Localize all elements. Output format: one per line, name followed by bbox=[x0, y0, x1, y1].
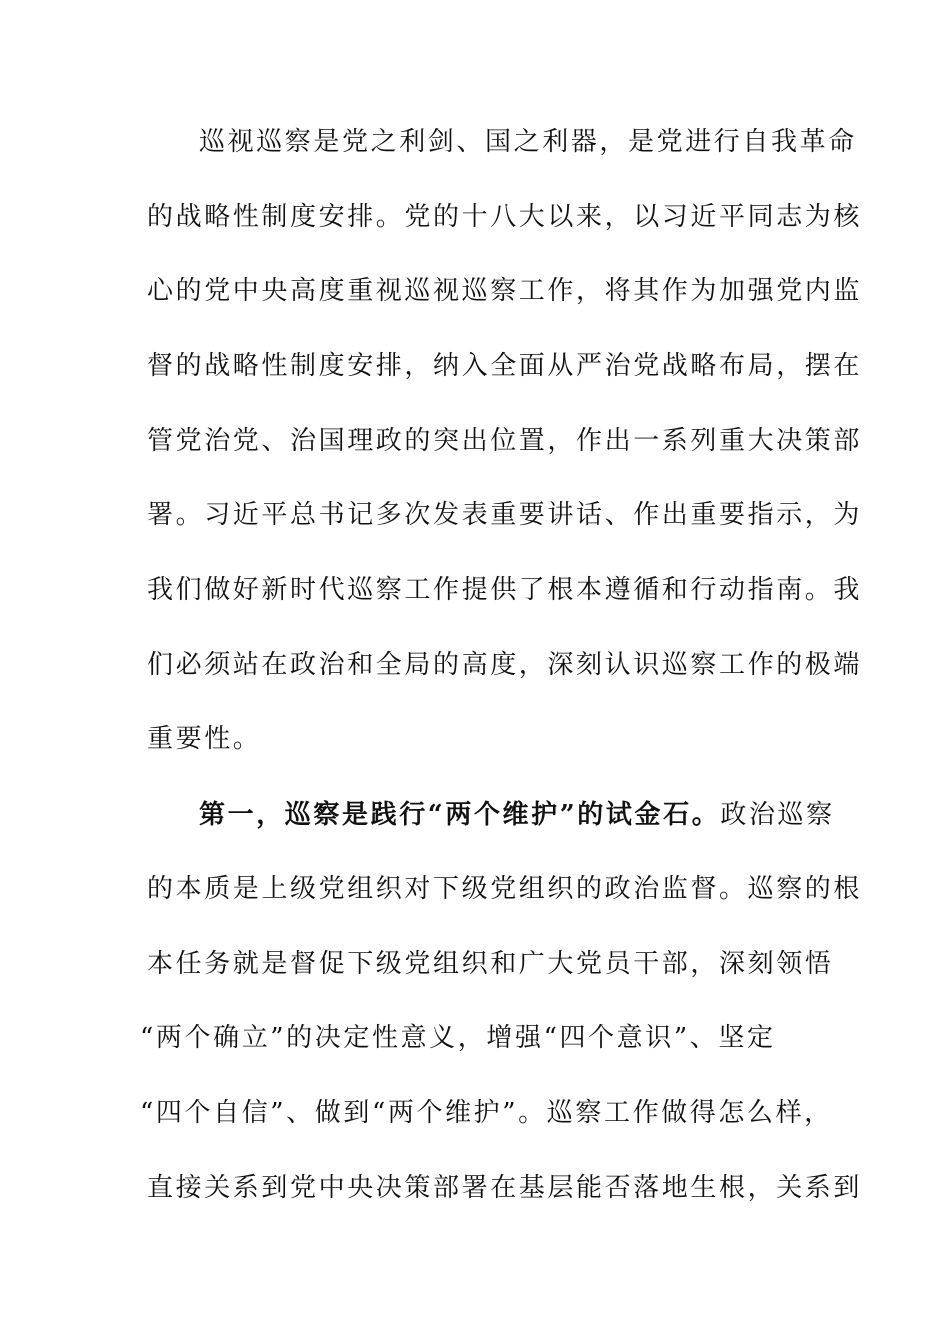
paragraph-1-line-8: 们必须站在政治和全局的高度，深刻认识巡察工作的极端 bbox=[147, 650, 863, 680]
paragraph-1-line-1: 巡视巡察是党之利剑、国之利器，是党进行自我革命 bbox=[199, 127, 857, 157]
paragraph-2-line-1-rest: 政治巡察 bbox=[720, 800, 835, 830]
paragraph-1-line-6: 署。习近平总书记多次发表重要讲话、作出重要指示，为 bbox=[147, 500, 863, 530]
paragraph-2-line-5: “四个自信”、做到“两个维护”。巡察工作做得怎么样， bbox=[140, 1098, 833, 1128]
paragraph-1-line-4: 督的战略性制度安排，纳入全面从严治党战略布局，摆在 bbox=[147, 351, 863, 381]
paragraph-2-heading: 第一，巡察是践行“两个维护”的试金石。 bbox=[199, 800, 721, 830]
paragraph-2-line-6: 直接关系到党中央决策部署在基层能否落地生根，关系到 bbox=[147, 1173, 863, 1203]
paragraph-1-line-9: 重要性。 bbox=[147, 724, 262, 754]
paragraph-1-line-2: 的战略性制度安排。党的十八大以来，以习近平同志为核 bbox=[147, 202, 863, 232]
paragraph-1-line-5: 管党治党、治国理政的突出位置，作出一系列重大决策部 bbox=[147, 426, 863, 456]
paragraph-1-line-3: 心的党中央高度重视巡视巡察工作，将其作为加强党内监 bbox=[147, 276, 863, 306]
paragraph-2-line-4: “两个确立”的决定性意义，增强“四个意识”、坚定 bbox=[140, 1023, 776, 1053]
paragraph-2-line-3: 本任务就是督促下级党组织和广大党员干部，深刻领悟 bbox=[147, 949, 834, 979]
paragraph-2-line-2: 的本质是上级党组织对下级党组织的政治监督。巡察的根 bbox=[147, 874, 863, 904]
paragraph-2-line-1 bbox=[199, 795, 859, 835]
paragraph-1-line-7: 我们做好新时代巡察工作提供了根本遵循和行动指南。我 bbox=[147, 575, 863, 605]
